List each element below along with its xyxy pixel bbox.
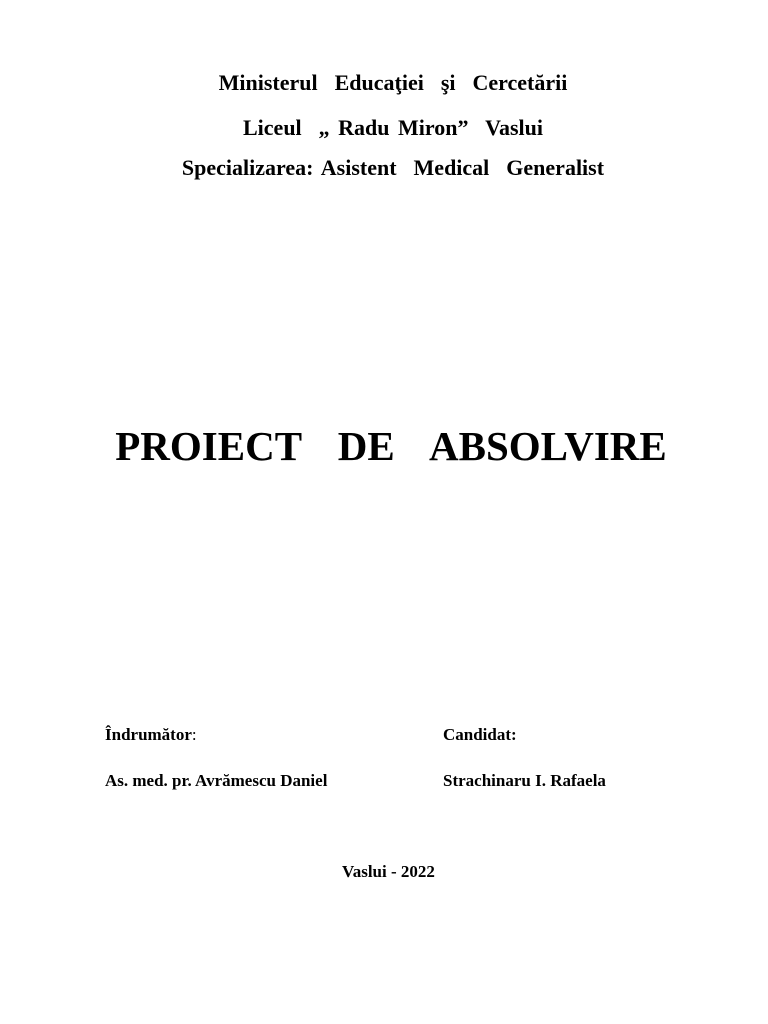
advisor-label-colon: : xyxy=(191,725,197,744)
ministry-heading: Ministerul Educaţiei şi Cercetării xyxy=(218,70,568,95)
candidate-name: Strachinaru I. Rafaela xyxy=(443,771,606,790)
document-title: PROIECT DE ABSOLVIRE xyxy=(115,423,667,469)
advisor-label: Îndrumător xyxy=(105,725,192,744)
place-and-year: Vaslui - 2022 xyxy=(342,862,435,881)
candidate-label: Candidat: xyxy=(443,725,517,744)
advisor-label-line xyxy=(105,725,197,745)
advisor-name: As. med. pr. Avrămescu Daniel xyxy=(105,771,328,790)
specialization-heading: Specializarea: Asistent Medical Generalist xyxy=(181,155,605,180)
school-heading: Liceul „ Radu Miron” Vaslui xyxy=(243,115,543,140)
